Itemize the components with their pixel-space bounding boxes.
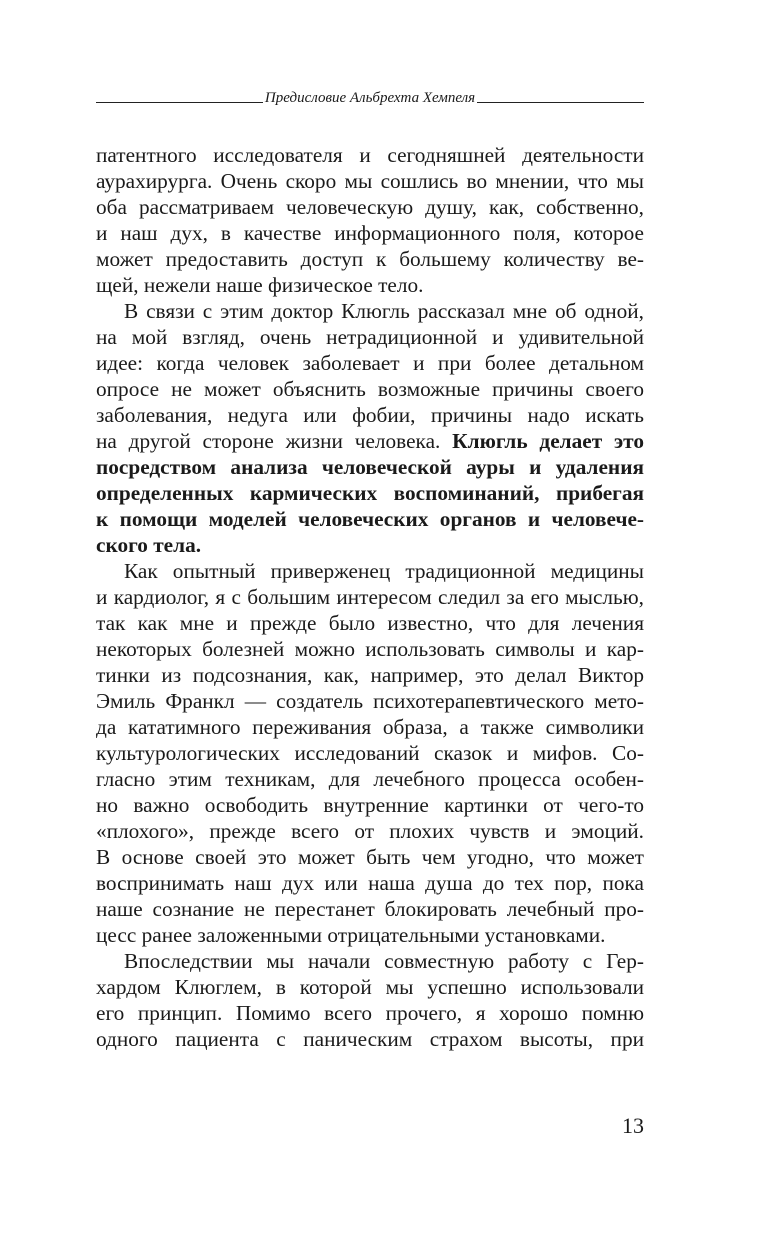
text-line-content: может предоставить доступ к большему количеству ве-	[96, 247, 644, 271]
text-line	[96, 298, 644, 324]
text-line	[96, 870, 644, 896]
text-line-content: и наш дух, в качестве информационного поля, которое	[96, 221, 644, 245]
text-line-content: и кардиолог, я с большим интересом следил за его мыслью,	[96, 585, 644, 609]
running-head-rule-right	[477, 102, 644, 103]
text-line	[96, 818, 644, 844]
text-line-content: одного пациента с паническим страхом высоты, при	[96, 1027, 644, 1051]
text-line	[96, 480, 644, 506]
text-line-content: к помощи моделей человеческих органов и человече-	[96, 507, 644, 531]
text-line-content: В основе своей это может быть чем угодно, что может	[96, 845, 644, 869]
text-line	[96, 1000, 644, 1026]
text-line	[96, 714, 644, 740]
bold-emphasis: Клюгль делает это	[452, 429, 644, 453]
text-line	[96, 142, 644, 168]
text-line-content: щей, нежели наше физическое тело.	[96, 273, 424, 297]
text-line-content: на другой стороне жизни человека.	[96, 429, 441, 453]
text-line-content: цесс ранее заложенными отрицательными установками.	[96, 923, 606, 947]
text-line	[96, 688, 644, 714]
text-line	[96, 506, 644, 532]
text-line	[96, 324, 644, 350]
text-line-content: патентного исследователя и сегодняшней деятельности	[96, 143, 644, 167]
running-head	[96, 83, 644, 107]
text-line	[96, 662, 644, 688]
text-line-content: оба рассматриваем человеческую душу, как, собственно,	[96, 195, 644, 219]
text-line	[96, 272, 644, 298]
text-line	[96, 792, 644, 818]
text-line	[96, 896, 644, 922]
text-line-content: наше сознание не перестанет блокировать лечебный про-	[96, 897, 644, 921]
text-line	[96, 610, 644, 636]
text-line-content: тинки из подсознания, как, например, это делал Виктор	[96, 663, 644, 687]
text-line-content: но важно освободить внутренние картинки от чего-то	[96, 793, 644, 817]
text-line-content: Эмиль Франкл — создатель психотерапевтического мето-	[96, 689, 644, 713]
text-line	[96, 740, 644, 766]
text-line	[96, 220, 644, 246]
text-line	[96, 844, 644, 870]
text-line-content: «плохого», прежде всего от плохих чувств и эмоций.	[96, 819, 644, 843]
text-line	[96, 584, 644, 610]
text-line	[96, 922, 644, 948]
text-line-content: культурологических исследований сказок и мифов. Со-	[96, 741, 644, 765]
text-line	[96, 168, 644, 194]
text-line	[96, 558, 644, 584]
page-number: 13	[622, 1113, 644, 1138]
text-line	[96, 402, 644, 428]
text-line-content: на мой взгляд, очень нетрадиционной и удивительной	[96, 325, 644, 349]
text-line	[96, 766, 644, 792]
text-line-content: идее: когда человек заболевает и при более детальном	[96, 351, 644, 375]
text-line-content: В связи с этим доктор Клюгль рассказал мне об одной,	[124, 299, 644, 323]
body-text	[96, 142, 644, 1052]
text-line	[96, 376, 644, 402]
text-line	[96, 974, 644, 1000]
running-head-rule-left	[96, 102, 263, 103]
text-line-content: аурахирурга. Очень скоро мы сошлись во мнении, что мы	[96, 169, 644, 193]
text-line	[96, 636, 644, 662]
text-line-content: опросе не может объяснить возможные причины своего	[96, 377, 644, 401]
text-line-content: посредством анализа человеческой ауры и удаления	[96, 455, 644, 479]
text-line-content: Как опытный приверженец традиционной медицины	[124, 559, 644, 583]
text-line	[96, 1026, 644, 1052]
text-line-content: ского тела.	[96, 533, 202, 557]
text-line-content: его принцип. Помимо всего прочего, я хорошо помню	[96, 1001, 644, 1025]
text-line	[96, 350, 644, 376]
text-line-content: определенных кармических воспоминаний, прибегая	[96, 481, 644, 505]
text-line-content: да кататимного переживания образа, а также символики	[96, 715, 644, 739]
text-line	[96, 428, 644, 454]
running-head-title: Предисловие Альбрехта Хемпеля	[264, 90, 476, 106]
text-line	[96, 948, 644, 974]
text-line-content: заболевания, недуга или фобии, причины надо искать	[96, 403, 644, 427]
text-line	[96, 454, 644, 480]
text-line-content: хардом Клюглем, в которой мы успешно использовали	[96, 975, 644, 999]
text-line-content: воспринимать наш дух или наша душа до тех пор, пока	[96, 871, 644, 895]
text-line-content: некоторых болезней можно использовать символы и кар-	[96, 637, 644, 661]
text-line-content: так как мне и прежде было известно, что для лечения	[96, 611, 644, 635]
text-line-content: Впоследствии мы начали совместную работу с Гер-	[124, 949, 644, 973]
text-line	[96, 246, 644, 272]
text-line-content: гласно этим техникам, для лечебного процесса особен-	[96, 767, 644, 791]
text-line	[96, 532, 644, 558]
text-line	[96, 194, 644, 220]
